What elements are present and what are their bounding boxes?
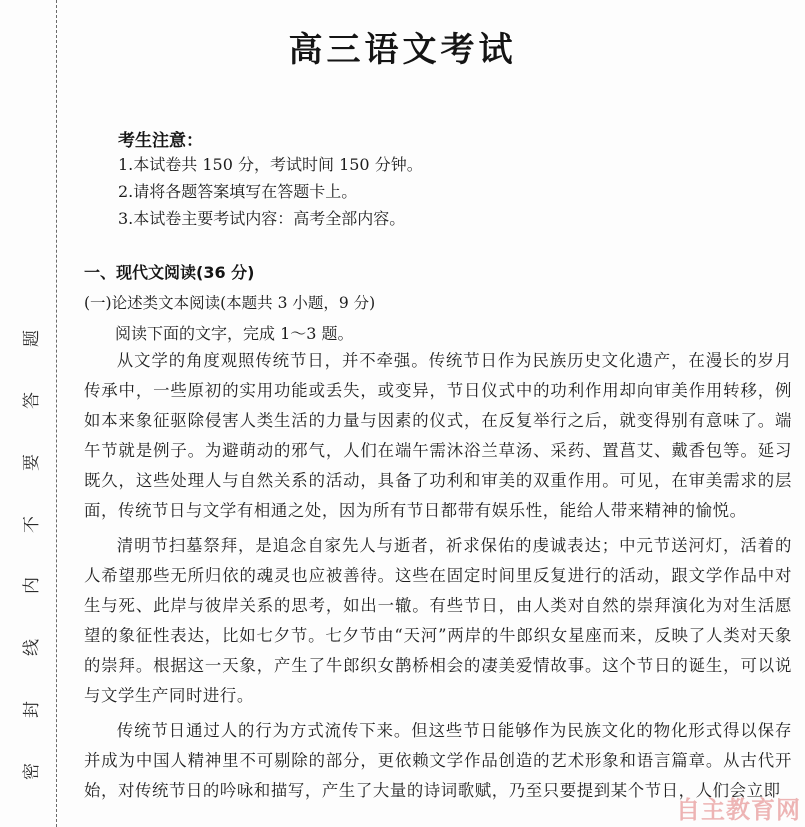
seal-char: 封	[21, 701, 42, 719]
seal-char: 答	[21, 391, 42, 409]
exam-title: 高三语文考试	[288, 30, 517, 70]
reading-passage	[84, 346, 792, 811]
notice-heading: 考生注意：	[118, 131, 203, 151]
seal-char: 密	[21, 762, 42, 780]
notice-item: 2.请将各题答案填写在答题卡上。	[118, 182, 358, 201]
section-subheading: (一)论述类文本阅读(本题共 3 小题，9 分)	[84, 294, 376, 312]
notice-item: 1.本试卷共 150 分，考试时间 150 分钟。	[118, 155, 423, 174]
notice-list	[118, 151, 423, 232]
seal-char: 内	[21, 577, 42, 595]
seal-dashed-line	[56, 0, 57, 827]
seal-char: 不	[21, 515, 42, 533]
notice-item: 3.本试卷主要考试内容：高考全部内容。	[118, 209, 406, 228]
passage-paragraph: 清明节扫墓祭拜，是追念自家先人与逝者，祈求保佑的虔诚表达；中元节送河灯，活着的人希望那些无所归依的魂灵也应被善待。这些在固定时间里反复进行的活动，跟文学作品中对生与死、此岸与彼岸关系的思考，如出一辙。有些节日，由人类对自然的崇拜演化为对生活愿望的象征性表达，比如七夕节。七夕节由“天河”两岸的牛郎织女星座而来，反映了人类对天象的崇拜。根据这一天象，产生了牛郎织女鹊桥相会的凄美爱情故事。这个节日的诞生，可以说与文学生产同时进行。	[84, 536, 792, 705]
watermark: 自主教育网	[676, 796, 801, 824]
seal-char: 线	[21, 639, 42, 657]
seal-instruction-column	[20, 330, 44, 780]
binding-margin	[0, 0, 62, 827]
reading-instruction: 阅读下面的文字，完成 1～3 题。	[115, 324, 354, 343]
seal-char: 要	[21, 453, 42, 471]
passage-paragraph: 传统节日通过人的行为方式流传下来。但这些节日能够作为民族文化的物化形式得以保存并成为中国人精神里不可剔除的部分，更依赖文学作品创造的艺术形象和语言篇章。从古代开始，对传统节日的吟咏和描写，产生了大量的诗词歌赋，乃至只要提到某个节日，人们会立即	[84, 721, 792, 800]
passage-paragraph: 从文学的角度观照传统节日，并不牵强。传统节日作为民族历史文化遗产，在漫长的岁月传承中，一些原初的实用功能或丢失，或变异，节日仪式中的功利作用却向审美作用转移，例如本来象征驱除侵害人类生活的力量与因素的仪式，在反复举行之后，就变得别有意味了。端午节就是例子。为避萌动的邪气，人们在端午需沐浴兰草汤、采药、置菖艾、戴香包等。延习既久，这些处理人与自然关系的活动，具备了功利和审美的双重作用。可见，在审美需求的层面，传统节日与文学有相通之处，因为所有节日都带有娱乐性，能给人带来精神的愉悦。	[84, 351, 792, 520]
seal-char: 题	[21, 330, 42, 347]
section-heading: 一、现代文阅读(36 分)	[84, 263, 255, 282]
